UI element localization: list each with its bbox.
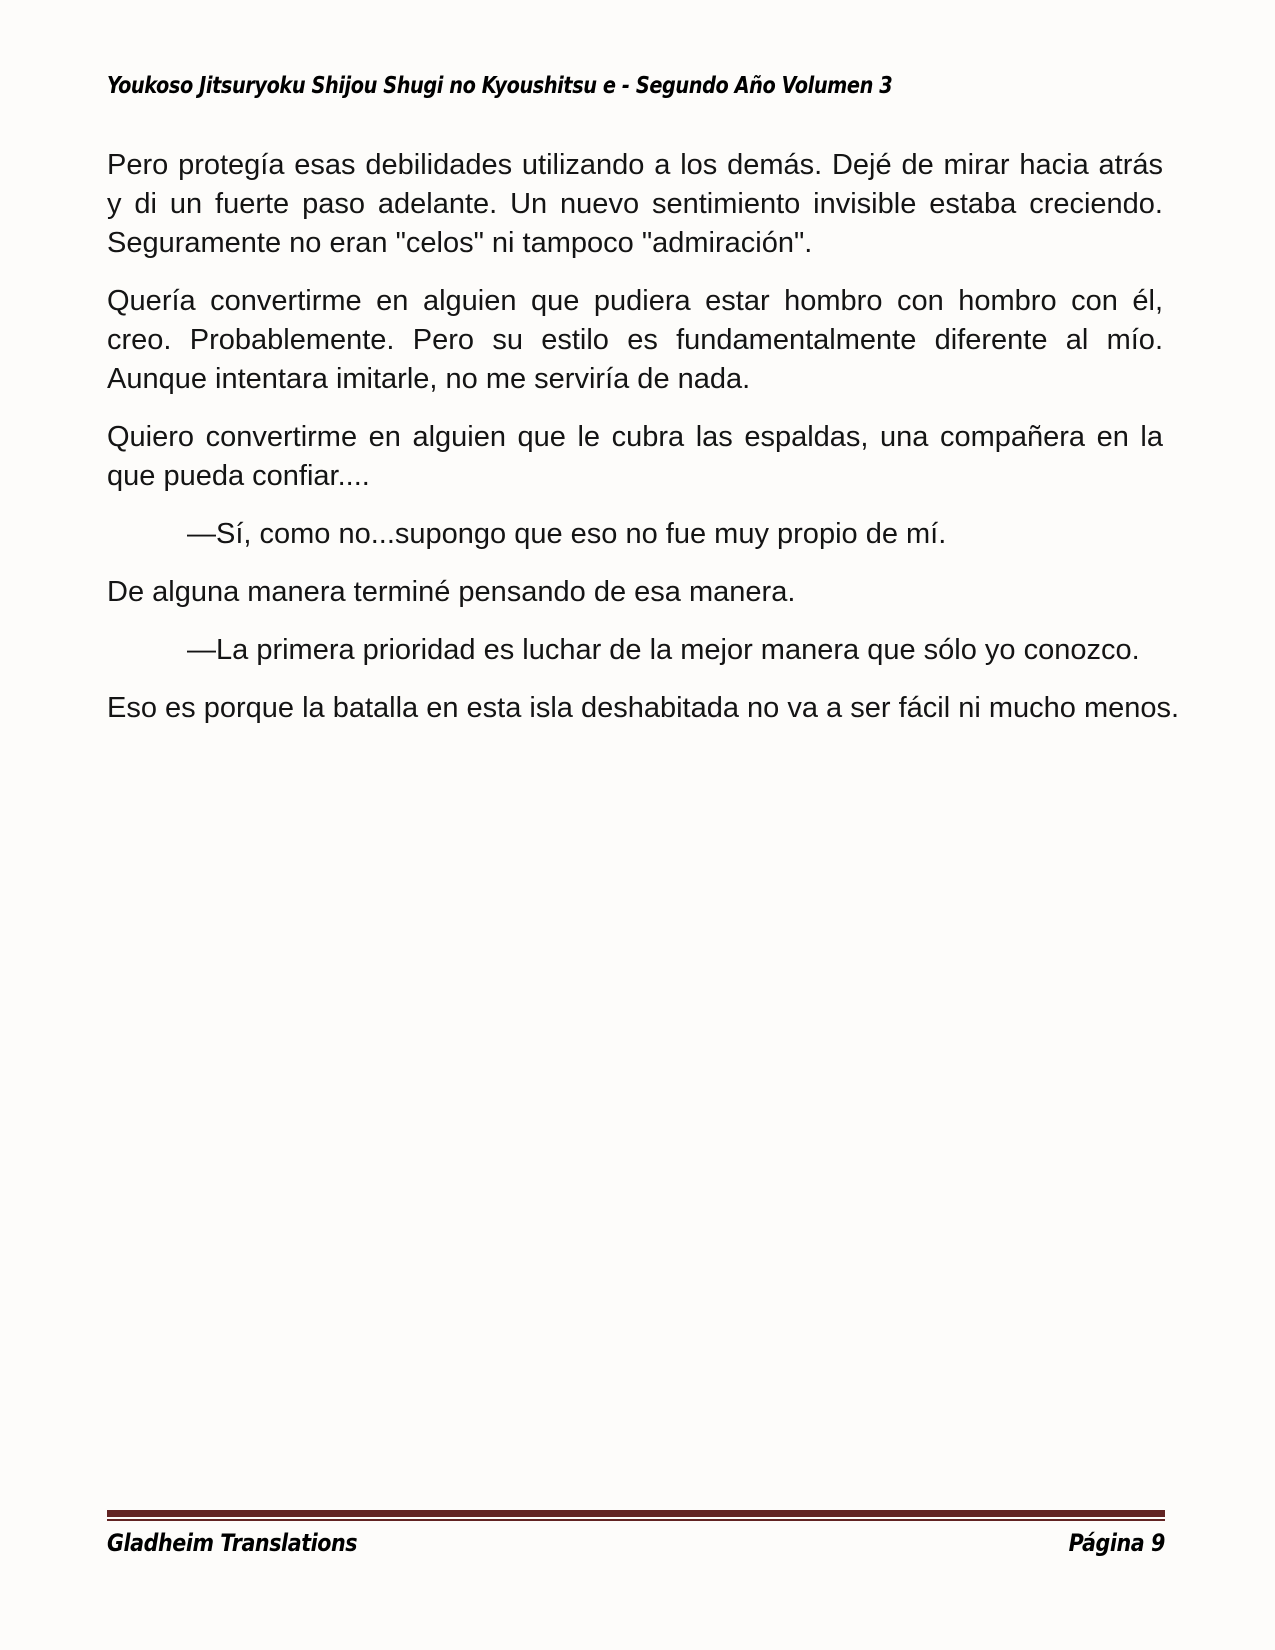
paragraph-5: De alguna manera terminé pensando de esa manera. — [107, 576, 796, 608]
paragraph-3: Quiero convertirme en alguien que le cubra las espaldas, una compañera en la que pueda confiar.... — [107, 421, 1163, 492]
paragraph-6-dialogue: —La primera prioridad es luchar de la mejor manera que sólo yo conozco. — [187, 634, 1140, 666]
paragraph-4-dialogue: —Sí, como no...supongo que eso no fue muy propio de mí. — [187, 518, 947, 550]
footer-rule — [107, 1510, 1165, 1521]
footer-rule-thick-line — [107, 1510, 1165, 1517]
footer-translator-name: Gladheim Translations — [107, 1529, 358, 1557]
header-title: Youkoso Jitsuryoku Shijou Shugi no Kyoushitsu e - Segundo Año Volumen 3 — [107, 73, 893, 99]
footer-text-row — [107, 1528, 1165, 1558]
document-body — [107, 146, 1180, 747]
page-footer — [107, 1510, 1165, 1558]
footer-page-number: Página 9 — [1068, 1529, 1165, 1557]
paragraph-1: Pero protegía esas debilidades utilizando a los demás. Dejé de mirar hacia atrás y di un fuerte paso adelante. Un nuevo sentimiento invisible estaba creciendo. Seguramente no eran "celos" ni tampoco "admiración". — [107, 149, 1163, 259]
page-header — [107, 72, 1163, 100]
footer-rule-thin-line — [107, 1519, 1165, 1521]
paragraph-7: Eso es porque la batalla en esta isla deshabitada no va a ser fácil ni mucho menos. — [107, 692, 1180, 724]
paragraph-2: Quería convertirme en alguien que pudiera estar hombro con hombro con él, creo. Probablemente. Pero su estilo es fundamentalmente diferente al mío. Aunque intentara imitarle, no me serviría de nada. — [107, 285, 1163, 395]
